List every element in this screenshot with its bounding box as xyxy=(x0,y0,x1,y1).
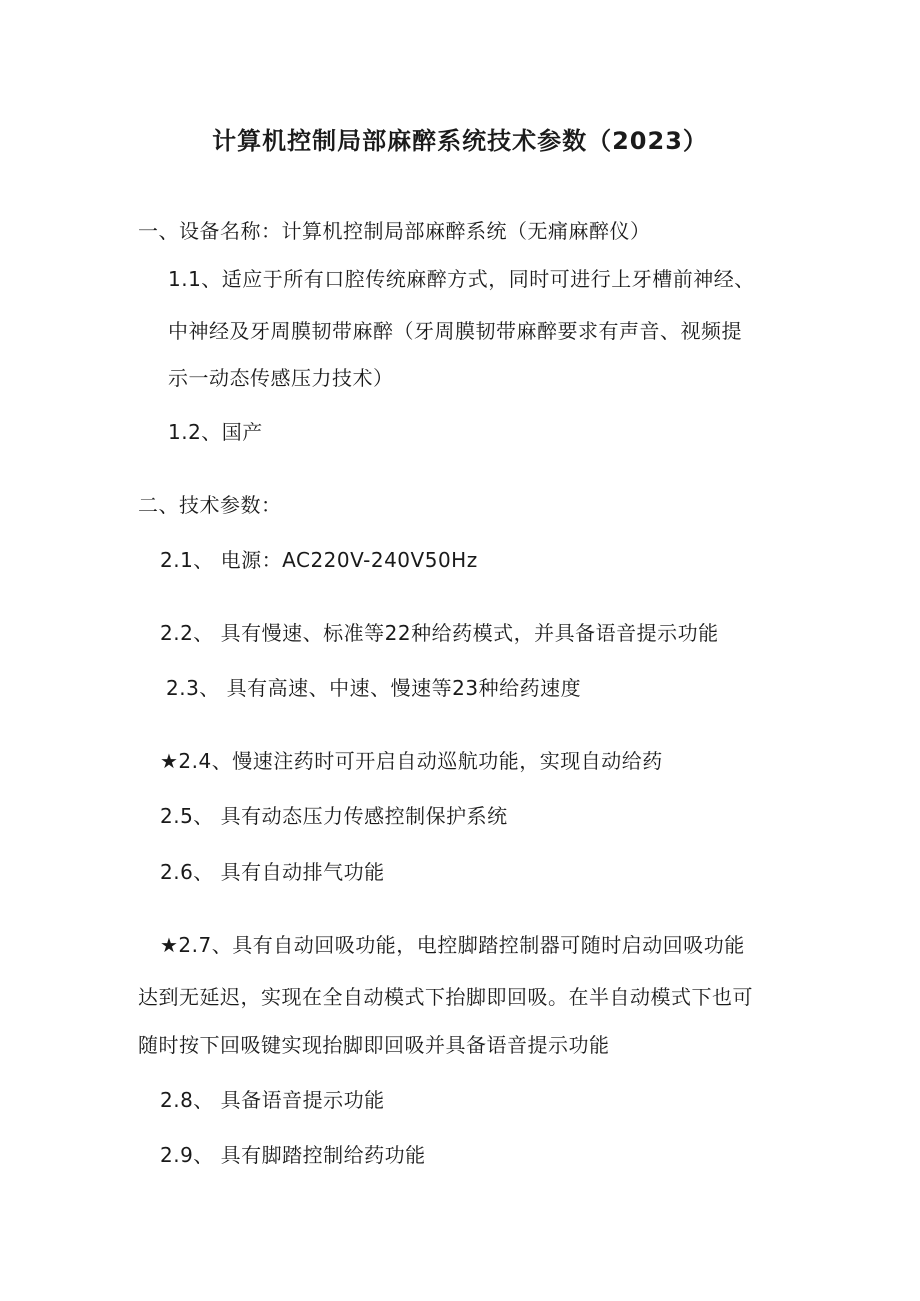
item-2-7-line-1: ★2.7、具有自动回吸功能，电控脚踏控制器可随时启动回吸功能 xyxy=(160,933,745,957)
item-2-4: ★2.4、慢速注药时可开启自动巡航功能，实现自动给药 xyxy=(160,749,663,773)
item-1-1-line-2: 中神经及牙周膜韧带麻醉（牙周膜韧带麻醉要求有声音、视频提 xyxy=(168,319,742,343)
item-2-6: 2.6、 具有自动排气功能 xyxy=(160,860,385,884)
item-2-5: 2.5、 具有动态压力传感控制保护系统 xyxy=(160,804,508,828)
item-1-1-line-1: 1.1、适应于所有口腔传统麻醉方式，同时可进行上牙槽前神经、 xyxy=(168,267,755,291)
item-2-1: 2.1、 电源：AC220V-240V50Hz xyxy=(160,548,478,572)
item-2-3: 2.3、 具有高速、中速、慢速等23种给药速度 xyxy=(166,676,582,700)
item-2-7-line-2: 达到无延迟，实现在全自动模式下抬脚即回吸。在半自动模式下也可 xyxy=(138,985,753,1009)
item-2-8: 2.8、 具备语音提示功能 xyxy=(160,1088,385,1112)
section-1-heading: 一、设备名称：计算机控制局部麻醉系统（无痛麻醉仪） xyxy=(138,219,651,243)
item-1-2: 1.2、国产 xyxy=(168,420,263,444)
item-2-7-line-3: 随时按下回吸键实现抬脚即回吸并具备语音提示功能 xyxy=(138,1033,610,1057)
document-title: 计算机控制局部麻醉系统技术参数（2023） xyxy=(212,127,708,155)
item-2-2: 2.2、 具有慢速、标准等22种给药模式，并具备语音提示功能 xyxy=(160,621,719,645)
item-2-9: 2.9、 具有脚踏控制给药功能 xyxy=(160,1143,426,1167)
section-2-heading: 二、技术参数： xyxy=(138,493,282,517)
item-1-1-line-3: 示一动态传感压力技术） xyxy=(168,366,394,390)
